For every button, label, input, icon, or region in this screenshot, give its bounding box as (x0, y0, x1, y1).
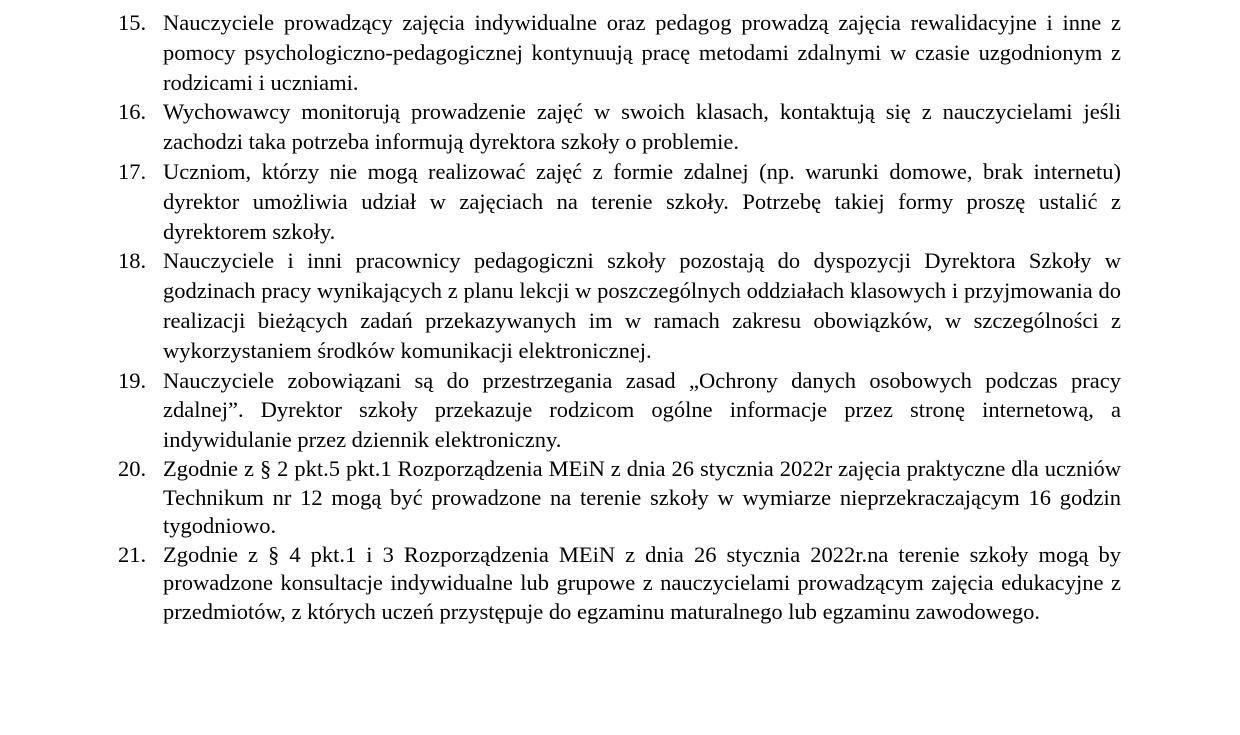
item-text: Nauczyciele i inni pracownicy pedagogiczni szkoły pozostają do dyspozycji Dyrektora Szkoły w godzinach pracy wynikających z planu lekcji w poszczególnych oddziałach klasowych i przyjmowania do realizacji bieżących zadań przekazywanych im w ramach zakresu obowiązków, w szczególności z wykorzystaniem środków komunikacji elektronicznej. (163, 248, 1121, 363)
list-item (0, 97, 1121, 157)
list-item (0, 455, 1121, 541)
item-number: 15. (118, 10, 147, 35)
list-item (0, 366, 1121, 455)
item-text: Zgodnie z § 2 pkt.5 pkt.1 Rozporządzenia MEiN z dnia 26 stycznia 2022r zajęcia praktyczne dla uczniów Technikum nr 12 mogą być prowadzone na terenie szkoły w wymiarze nieprzekraczającym 16 godzin tygodniowo. (163, 455, 1121, 539)
item-text: Uczniom, którzy nie mogą realizować zajęć z formie zdalnej (np. warunki domowe, brak internetu) dyrektor umożliwia udział w zajęciach na terenie szkoły. Potrzebę takiej formy proszę ustalić z dyrektorem szkoły. (163, 158, 1121, 244)
item-text: Wychowawcy monitorują prowadzenie zajęć w swoich klasach, kontaktują się z nauczycielami jeśli zachodzi taka potrzeba informują dyrektora szkoły o problemie. (163, 99, 1121, 155)
item-number: 21. (118, 541, 147, 567)
item-text: Zgodnie z § 4 pkt.1 i 3 Rozporządzenia MEiN z dnia 26 stycznia 2022r.na terenie szkoły mogą by prowadzone konsultacje indywidualne lub grupowe z nauczycielami prowadzącym zajęcia edukacyjne z przedmiotów, z których uczeń przystępuje do egzaminu maturalnego lub egzaminu zawodowego. (163, 541, 1121, 624)
item-number: 18. (118, 248, 147, 274)
numbered-list (0, 8, 1240, 627)
document-page (0, 8, 1240, 627)
item-number: 20. (118, 455, 147, 481)
list-item (0, 246, 1121, 365)
item-number: 17. (118, 158, 147, 184)
list-item (0, 8, 1121, 97)
item-number: 19. (118, 367, 147, 393)
item-text: Nauczyciele prowadzący zajęcia indywidualne oraz pedagog prowadzą zajęcia rewalidacyjne i inne z pomocy psychologiczno-pedagogicznej kontynuują pracę metodami zdalnymi w czasie uzgodnionym z rodzicami i uczniami. (163, 10, 1121, 95)
list-item (0, 157, 1121, 246)
list-item (0, 541, 1121, 627)
item-text: Nauczyciele zobowiązani są do przestrzegania zasad „Ochrony danych osobowych podczas pracy zdalnej”. Dyrektor szkoły przekazuje rodzicom ogólne informacje przez stronę internetową, a indywidulanie przez dziennik elektroniczny. (163, 367, 1121, 453)
item-number: 16. (118, 99, 147, 125)
